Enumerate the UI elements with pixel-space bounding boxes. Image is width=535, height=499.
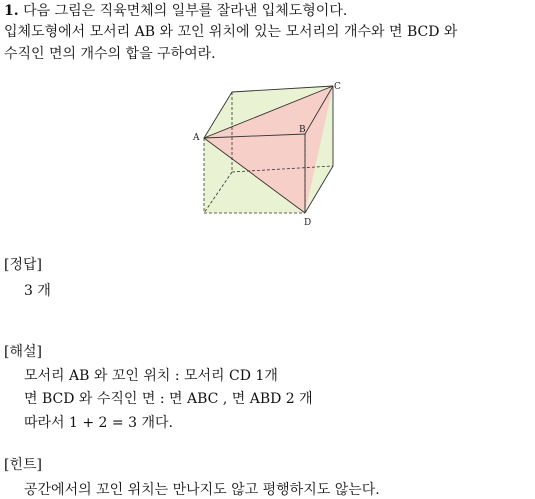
answer-text: 3 개 <box>24 283 51 299</box>
explanation-line-1: 모서리 AB 와 꼬인 위치 : 모서리 CD 1개 <box>24 368 278 384</box>
cuboid-figure <box>190 80 350 230</box>
explanation-line-3: 따라서 1 + 2 = 3 개다. <box>24 415 173 431</box>
hint-heading: [힌트] <box>4 457 42 473</box>
problem-number: 1. <box>4 3 19 19</box>
label-c: C <box>334 82 341 92</box>
problem-statement-line-1 <box>4 2 347 20</box>
problem-text-2: 입체도형에서 모서리 AB 와 꼬인 위치에 있는 모서리의 개수와 면 BCD 와 <box>4 24 458 40</box>
problem-text-3: 수직인 면의 개수의 합을 구하여라. <box>4 46 216 62</box>
label-a: A <box>193 133 200 143</box>
hint-text: 공간에서의 꼬인 위치는 만나지도 않고 평행하지도 않는다. <box>24 482 380 498</box>
problem-text-1: 다음 그림은 직육면체의 일부를 잘라낸 입체도형이다. <box>23 3 348 19</box>
explanation-line-2: 면 BCD 와 수직인 면 : 면 ABC , 면 ABD 2 개 <box>24 391 313 407</box>
label-d: D <box>304 218 312 228</box>
label-b: B <box>299 125 306 135</box>
explanation-heading: [해설] <box>4 344 42 360</box>
answer-heading: [정답] <box>4 257 42 273</box>
